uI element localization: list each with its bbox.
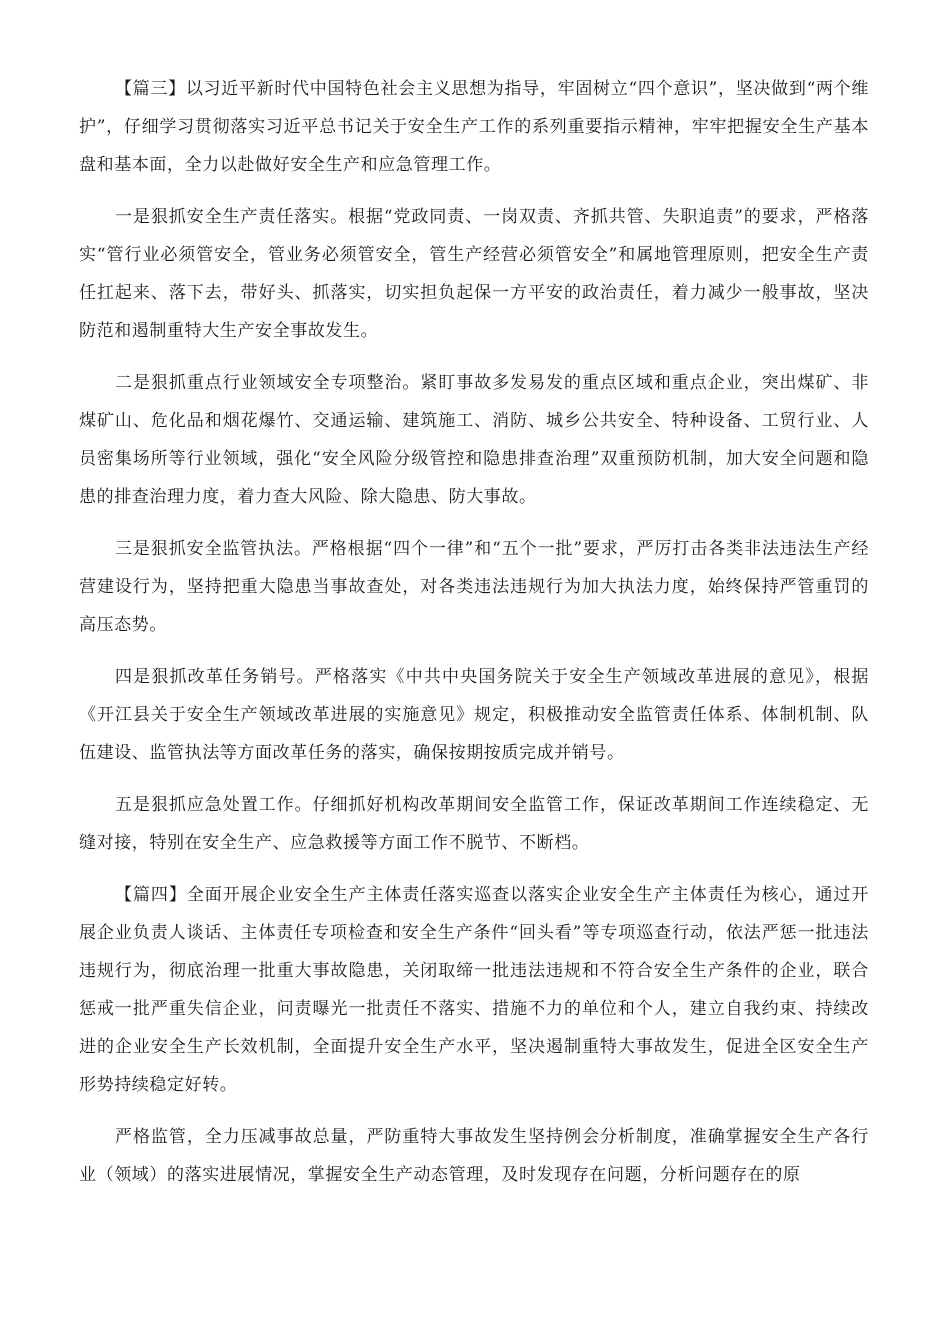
paragraph-strict-supervision: 严格监管，全力压减事故总量，严防重特大事故发生坚持例会分析制度，准确掌握安全生产各行业（领域）的落实进展情况，掌握安全生产动态管理，及时发现存在问题，分析问题存在的原 <box>79 1127 869 1185</box>
paragraph-point-five: 五是狠抓应急处置工作。仔细抓好机构改革期间安全监管工作，保证改革期间工作连续稳定、无缝对接，特别在安全生产、应急救援等方面工作不脱节、不断档。 <box>79 795 869 853</box>
paragraph-point-three: 三是狠抓安全监管执法。严格根据“四个一律”和“五个一批”要求，严厉打击各类非法违法生产经营建设行为，坚持把重大隐患当事故查处，对各类违法违规行为加大执法力度，始终保持严管重罚的高压态势。 <box>79 539 869 635</box>
paragraph-point-two: 二是狠抓重点行业领域安全专项整治。紧盯事故多发易发的重点区域和重点企业，突出煤矿、非煤矿山、危化品和烟花爆竹、交通运输、建筑施工、消防、城乡公共安全、特种设备、工贸行业、人员密集场所等行业领域，强化“安全风险分级管控和隐患排查治理”双重预防机制，加大安全问题和隐患的排查治理力度，着力查大风险、除大隐患、防大事故。 <box>79 373 869 507</box>
document-body <box>79 70 869 1208</box>
paragraph-pian-si: 【篇四】全面开展企业安全生产主体责任落实巡查以落实企业安全生产主体责任为核心，通过开展企业负责人谈话、主体责任专项检查和安全生产条件“回头看”等专项巡查行动，依法严惩一批违法违规行为，彻底治理一批重大事故隐患，关闭取缔一批违法违规和不符合安全生产条件的企业，联合惩戒一批严重失信企业，问责曝光一批责任不落实、措施不力的单位和个人，建立自我约束、持续改进的企业安全生产长效机制，全面提升安全生产水平，坚决遏制重特大事故发生，促进全区安全生产形势持续稳定好转。 <box>79 885 869 1095</box>
paragraph-point-four: 四是狠抓改革任务销号。严格落实《中共中央国务院关于安全生产领域改革进展的意见》，根据《开江县关于安全生产领域改革进展的实施意见》规定，积极推动安全监管责任体系、体制机制、队伍建设、监管执法等方面改革任务的落实，确保按期按质完成并销号。 <box>79 667 869 763</box>
paragraph-pian-san: 【篇三】以习近平新时代中国特色社会主义思想为指导，牢固树立“四个意识”，坚决做到“两个维护”，仔细学习贯彻落实习近平总书记关于安全生产工作的系列重要指示精神，牢牢把握安全生产基本盘和基本面，全力以赴做好安全生产和应急管理工作。 <box>79 79 869 175</box>
paragraph-point-one: 一是狠抓安全生产责任落实。根据“党政同责、一岗双责、齐抓共管、失职追责”的要求，严格落实“管行业必须管安全，管业务必须管安全，管生产经营必须管安全”和属地管理原则，把安全生产责任扛起来、落下去，带好头、抓落实，切实担负起保一方平安的政治责任，着力减少一般事故，坚决防范和遏制重特大生产安全事故发生。 <box>79 207 869 341</box>
